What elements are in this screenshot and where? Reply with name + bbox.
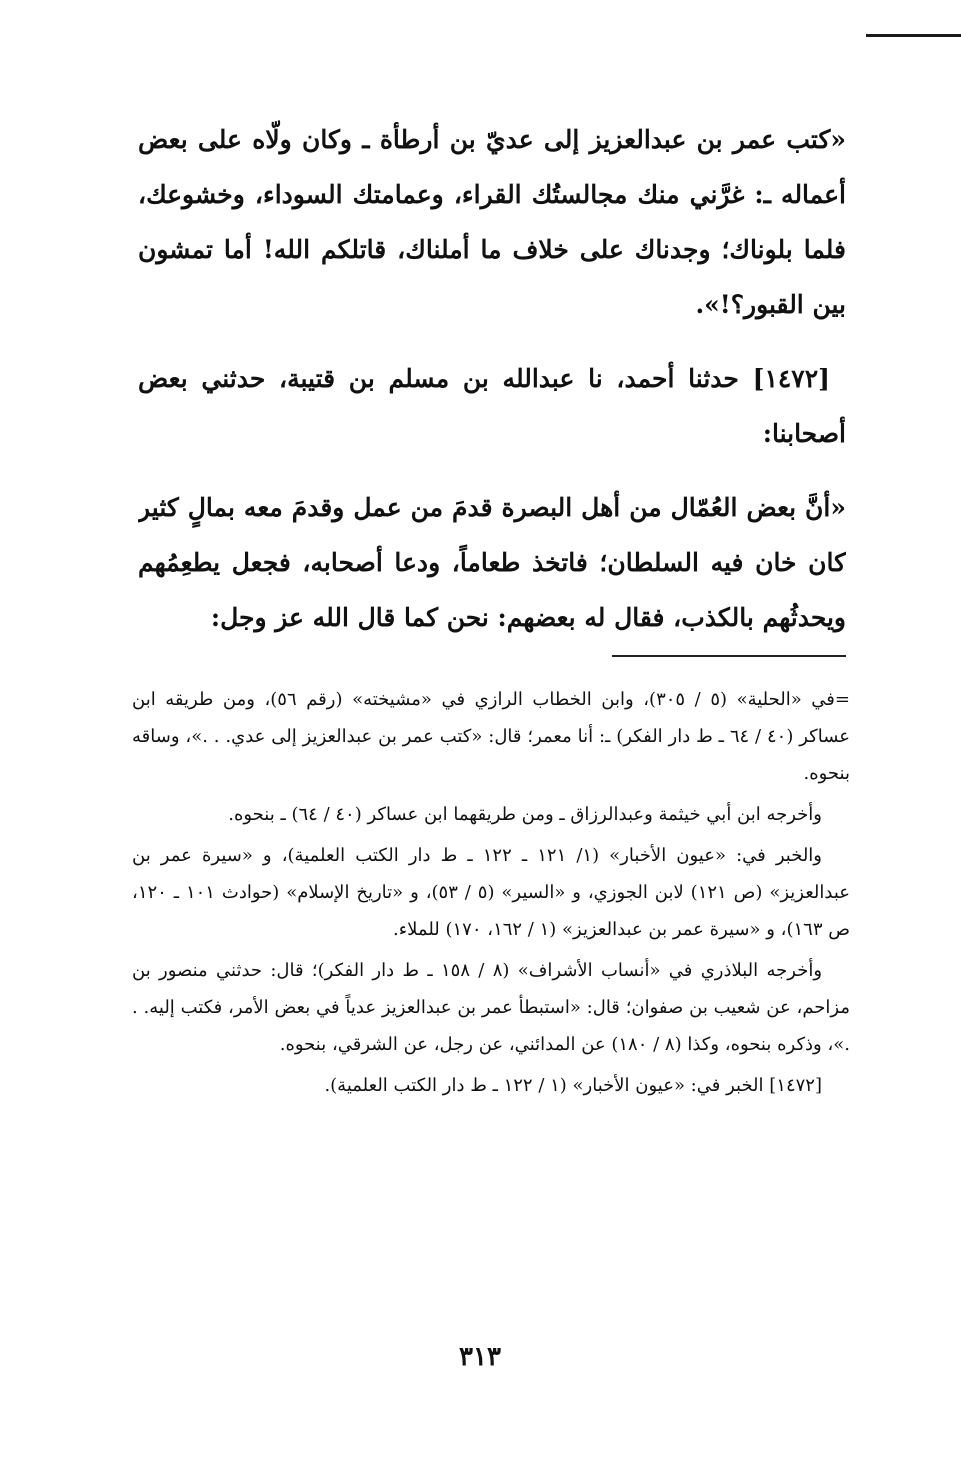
footnote-1472: [١٤٧٢] الخبر في: «عيون الأخبار» (١ / ١٢٢ ـ ط دار الكتب العلمية). (324, 1075, 822, 1096)
main-paragraph-quote-umar: «كتب عمر بن عبدالعزيز إلى عديّ بن أرطأة ـ وكان ولّاه على بعض أعماله ـ: غرَّني منك مجالستُك القراء، وعمامتك السوداء، وخشوعك، فلما بلوناك؛ وجدناك على خلاف ما أملناك، قاتلكم الله! أما تمشون بين القبور؟!». (138, 125, 846, 319)
page-number: ٣١٣ (459, 1342, 501, 1372)
main-paragraph-isnad-1472: [١٤٧٢] حدثنا أحمد، نا عبدالله بن مسلم بن قتيبة، حدثني بعض أصحابنا: (138, 364, 846, 448)
footnote-sources: والخبر في: «عيون الأخبار» (١/ ١٢١ ـ ١٢٢ ـ ط دار الكتب العلمية)، و «سيرة عمر بن عبدالعزيز» (ص ١٢١) لابن الجوزي، و «السير» (٥ / ٥٣)، و «تاريخ الإسلام» (حوادث ١٠١ ـ ١٢٠، ص ١٦٣)، و «سيرة عمر بن عبدالعزيز» (١ / ١٦٢، ١٧٠) للملاء. (132, 845, 850, 940)
footnote-continuation: =في «الحلية» (٥ / ٣٠٥)، وابن الخطاب الرازي في «مشيخته» (رقم ٥٦)، ومن طريقه ابن عساكر (٤٠ / ٦٤ ـ ط دار الفكر) ـ: أنا معمر؛ قال: «كتب عمر بن عبدالعزيز إلى عدي. . .»، وساقه بنحوه. (132, 689, 850, 784)
footnote-ibn-abi-khaythama: وأخرجه ابن أبي خيثمة وعبدالرزاق ـ ومن طريقهما ابن عساكر (٤٠ / ٦٤) ـ بنحوه. (228, 804, 822, 825)
main-text-block (138, 112, 846, 645)
header-rule (866, 34, 961, 37)
footnotes-block (132, 681, 850, 1108)
main-paragraph-quote-basra: «أنَّ بعض العُمّال من أهل البصرة قدمَ من عمل وقدمَ معه بمالٍ كثير كان خان فيه السلطان؛ فاتخذ طعاماً، ودعا أصحابه، فجعل يطعِمُهم ويحدثُهم بالكذب، فقال له بعضهم: نحن كما قال الله عز وجل: (138, 493, 846, 632)
footnote-separator (612, 655, 846, 657)
footnote-baladhuri: وأخرجه البلاذري في «أنساب الأشراف» (٨ / ١٥٨ ـ ط دار الفكر)؛ قال: حدثني منصور بن مزاحم، عن شعيب بن صفوان؛ قال: «استبطأ عمر بن عبدالعزيز عدياً في بعض الأمر، فكتب إليه. . .»، وذكره بنحوه، وكذا (٨ / ١٨٠) عن المدائني، عن رجل، عن الشرقي، بنحوه. (132, 960, 850, 1055)
